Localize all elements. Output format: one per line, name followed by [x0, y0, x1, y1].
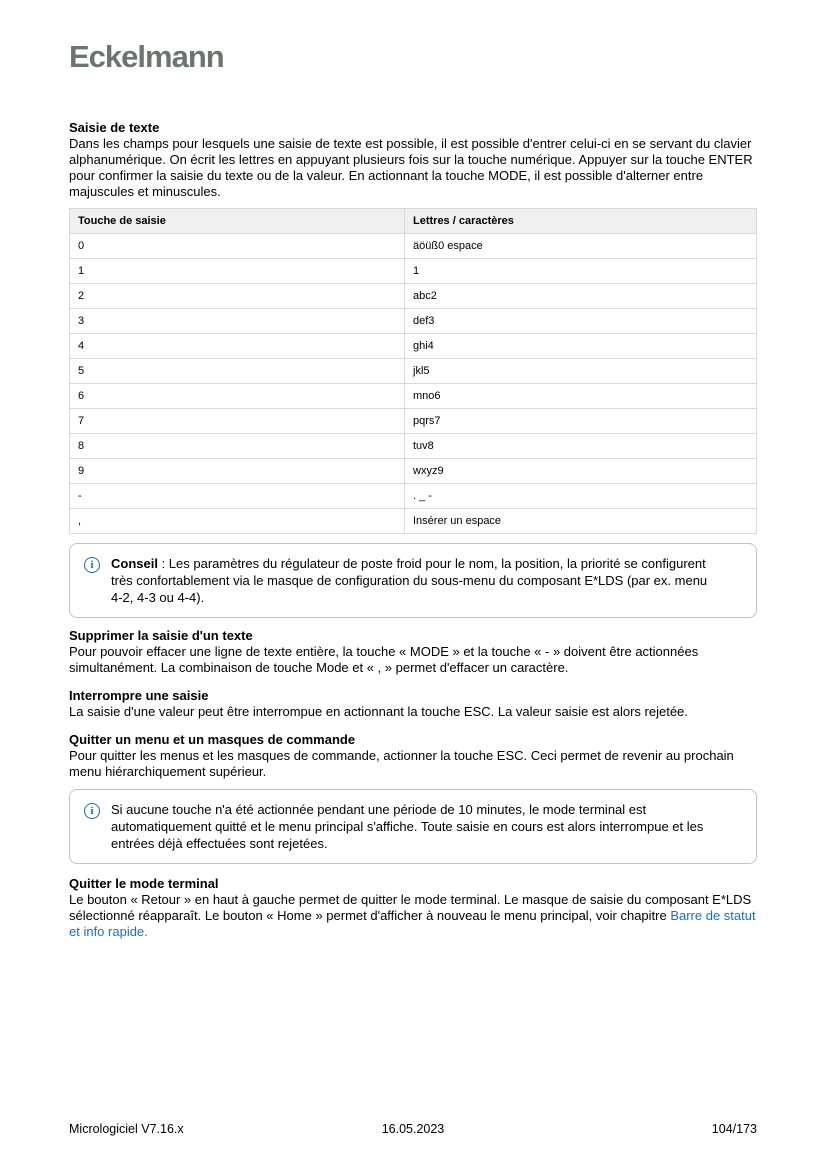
table-cell: 8 [70, 434, 405, 459]
table-cell: jkl5 [405, 359, 757, 384]
table-cell: 2 [70, 284, 405, 309]
table-cell: 1 [405, 259, 757, 284]
infobox-conseil-body: : Les paramètres du régulateur de poste froid pour le nom, la position, la priorité se configurent très confortablement via le masque de configuration du sous-menu du composant E*LDS (par ex. menu 4-2, 4-3 ou 4-4). [111, 556, 708, 605]
info-icon: i [84, 557, 100, 573]
table-cell: def3 [405, 309, 757, 334]
table-body [70, 234, 757, 534]
table-row [70, 234, 757, 259]
infobox-timeout-text: Si aucune touche n'a été actionnée pendant une période de 10 minutes, le mode terminal est automatiquement quitté et le menu principal s'affiche. Toute saisie en cours est alors interrompue et les entrées déjà effectuées sont rejetées. [111, 802, 704, 851]
table-cell: 5 [70, 359, 405, 384]
table-row [70, 384, 757, 409]
infobox-conseil [69, 543, 757, 618]
table-head [70, 209, 757, 234]
paragraph-saisie-de-texte: Dans les champs pour lesquels une saisie de texte est possible, il est possible d'entrer celui-ci en se servant du clavier alphanumérique. On écrit les lettres en appuyant plusieurs fois sur la touche numérique. Appuyer sur la touche ENTER pour confirmer la saisie du texte ou de la valeur. En actionnant la touche MODE, il est possible d'alterner entre majuscules et minuscules. [69, 136, 753, 199]
table-cell: 3 [70, 309, 405, 334]
table-row [70, 409, 757, 434]
table-row [70, 259, 757, 284]
paragraph-quitter-menu: Pour quitter les menus et les masques de commande, actionner la touche ESC. Ceci permet de revenir au prochain menu hiérarchiquement supérieur. [69, 748, 734, 779]
heading-quitter-terminal: Quitter le mode terminal [69, 876, 219, 891]
table-row [70, 309, 757, 334]
table-row [70, 334, 757, 359]
table-cell: 1 [70, 259, 405, 284]
heading-interrompre-saisie: Interrompre une saisie [69, 688, 209, 703]
table-cell: wxyz9 [405, 459, 757, 484]
table-cell: - [70, 484, 405, 509]
table-cell: abc2 [405, 284, 757, 309]
column-header-touche: Touche de saisie [70, 209, 405, 234]
table-header-row [70, 209, 757, 234]
table-row [70, 509, 757, 534]
table-cell: 0 [70, 234, 405, 259]
table-row [70, 284, 757, 309]
infobox-conseil-title: Conseil [111, 556, 158, 571]
table-cell: 7 [70, 409, 405, 434]
heading-quitter-menu: Quitter un menu et un masques de commande [69, 732, 356, 747]
infobox-conseil-text [111, 555, 711, 606]
paragraph-quitter-terminal-text: Le bouton « Retour » en haut à gauche permet de quitter le mode terminal. Le masque de saisie du composant E*LDS sélectionné réapparaît. Le bouton « Home » permet d'afficher à nouveau le menu principal, voir chapitre [69, 892, 752, 923]
table-row [70, 434, 757, 459]
table-cell: , [70, 509, 405, 534]
table-cell: pqrs7 [405, 409, 757, 434]
eckelmann-logo: Eckelmann [69, 39, 224, 74]
page-footer [69, 1122, 757, 1137]
heading-saisie-de-texte: Saisie de texte [69, 120, 160, 135]
heading-supprimer-saisie: Supprimer la saisie d'un texte [69, 628, 253, 643]
table-cell: 9 [70, 459, 405, 484]
table-cell: äöüß0 espace [405, 234, 757, 259]
paragraph-interrompre-saisie: La saisie d'une valeur peut être interrompue en actionnant la touche ESC. La valeur saisie est alors rejetée. [69, 704, 688, 719]
table-cell: 6 [70, 384, 405, 409]
table-cell: 4 [70, 334, 405, 359]
column-header-lettres: Lettres / caractères [405, 209, 757, 234]
paragraph-supprimer-saisie: Pour pouvoir effacer une ligne de texte entière, la touche « MODE » et la touche « - » doivent être actionnées simultanément. La combinaison de touche Mode et « , » permet d'effacer un caractère. [69, 644, 699, 675]
table-row [70, 484, 757, 509]
table-cell: . _ - [405, 484, 757, 509]
page-content [69, 0, 757, 940]
footer-date: 16.05.2023 [381, 1122, 445, 1136]
table-cell: Insérer un espace [405, 509, 757, 534]
link-barre-de-statut[interactable]: Barre de statut et info rapide. [69, 908, 756, 939]
footer-firmware-version: Micrologiciel V7.16.x [69, 1122, 184, 1136]
key-characters-table [69, 208, 757, 534]
info-icon: i [84, 803, 100, 819]
paragraph-quitter-terminal [69, 892, 757, 940]
table-cell: tuv8 [405, 434, 757, 459]
infobox-timeout [69, 789, 757, 864]
table-row [70, 359, 757, 384]
table-cell: mno6 [405, 384, 757, 409]
footer-page-number: 104/173 [711, 1122, 757, 1136]
table-cell: ghi4 [405, 334, 757, 359]
table-row [70, 459, 757, 484]
